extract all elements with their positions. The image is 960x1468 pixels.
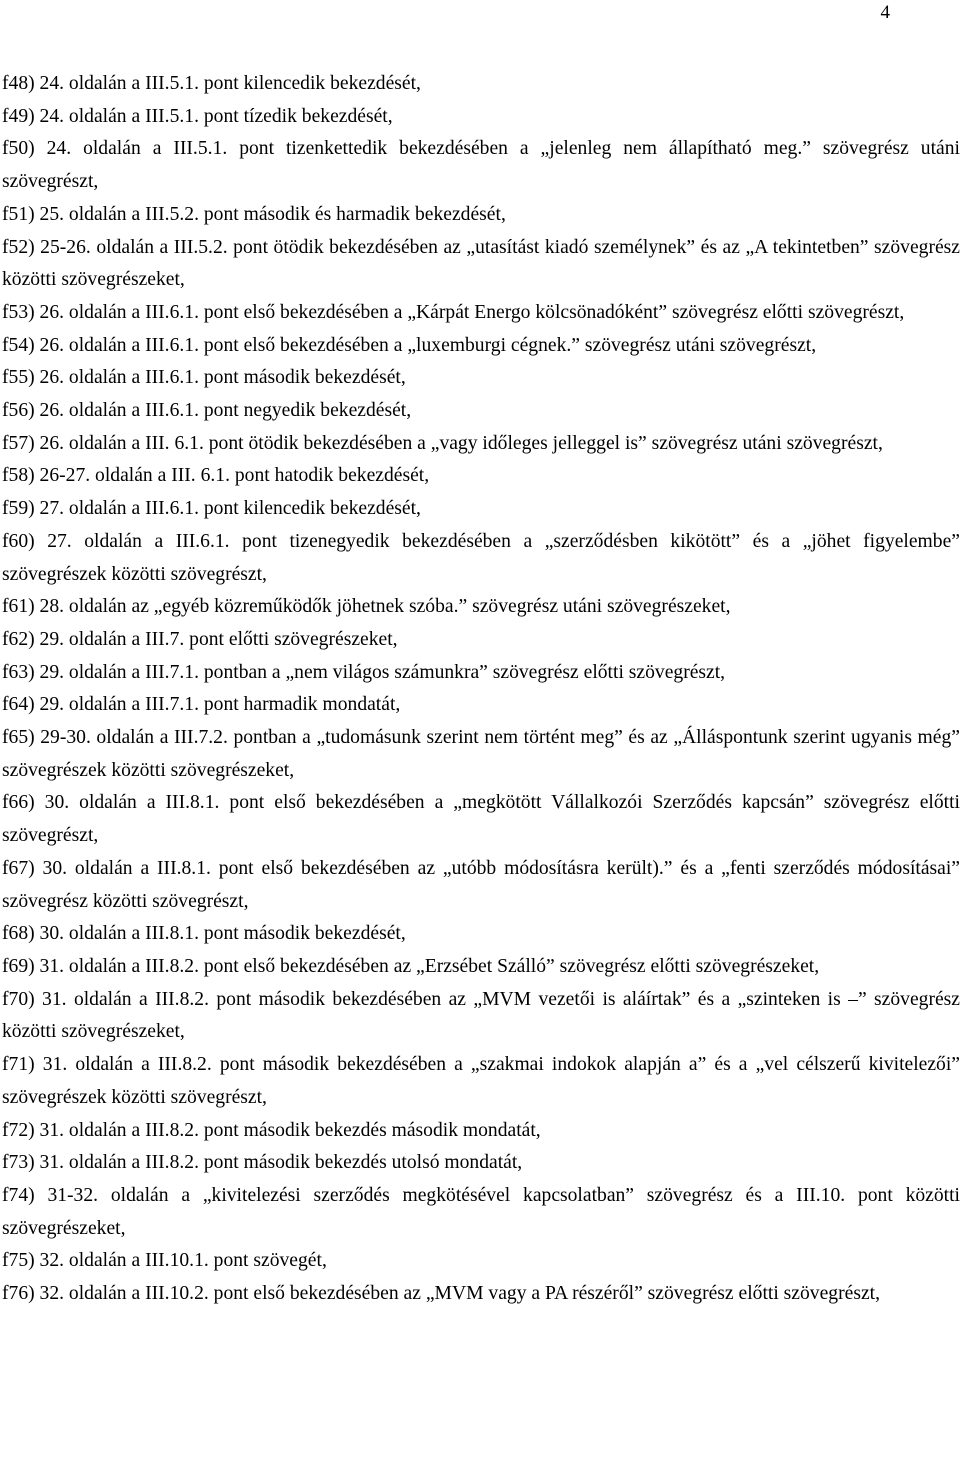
list-item-f69: f69) 31. oldalán a III.8.2. pont első bekezdésében az „Erzsébet Szálló” szövegrész előtti szövegrészeket,: [2, 955, 820, 977]
list-item-f48: f48) 24. oldalán a III.5.1. pont kilencedik bekezdését,: [2, 73, 421, 94]
list-item-f59: f59) 27. oldalán a III.6.1. pont kilencedik bekezdését,: [2, 498, 421, 520]
list-item-f61: f61) 28. oldalán az „egyéb közreműködők jöhetnek szóba.” szövegrész utáni szövegrészeket,: [2, 596, 731, 618]
list-item-f54: f54) 26. oldalán a III.6.1. pont első bekezdésében a „luxemburgi cégnek.” szövegrész utáni szövegrészt,: [2, 334, 817, 356]
list-item-f57: f57) 26. oldalán a III. 6.1. pont ötödik bekezdésében a „vagy időleges jelleggel is” szövegrész utáni szövegrészt,: [2, 432, 883, 454]
list-item-f64: f64) 29. oldalán a III.7.1. pont harmadik mondatát,: [2, 694, 401, 716]
list-item-f67: f67) 30. oldalán a III.8.1. pont első bekezdésében az „utóbb módosításra került).” és a „fenti szerződés módosításai” szövegrész közötti szövegrészt,: [2, 857, 960, 912]
list-item-f73: f73) 31. oldalán a III.8.2. pont második bekezdés utolsó mondatát,: [2, 1152, 523, 1174]
list-item-f58: f58) 26-27. oldalán a III. 6.1. pont hatodik bekezdését,: [2, 465, 430, 487]
list-item-f70: f70) 31. oldalán a III.8.2. pont második bekezdésében az „MVM vezetői is aláírtak” és a „szinteken is –” szövegrész közötti szövegrészeket,: [2, 988, 960, 1043]
list-item-f71: f71) 31. oldalán a III.8.2. pont második bekezdésében a „szakmai indokok alapján a” és a „vel célszerű kivitelezői” szövegrészek közötti szövegrészt,: [2, 1054, 960, 1108]
list-item-f74: f74) 31-32. oldalán a „kivitelezési szerződés megkötésével kapcsolatban” szövegrész és a III.10. pont közötti szövegrészeket,: [2, 1184, 960, 1239]
list-item-f56: f56) 26. oldalán a III.6.1. pont negyedik bekezdését,: [2, 400, 412, 422]
list-item-f53: f53) 26. oldalán a III.6.1. pont első bekezdésében a „Kárpát Energo kölcsönadóként” szövegrész előtti szövegrészt,: [2, 301, 905, 323]
list-item-f72: f72) 31. oldalán a III.8.2. pont második bekezdés második mondatát,: [2, 1119, 541, 1141]
list-item-f63: f63) 29. oldalán a III.7.1. pontban a „nem világos számunkra” szövegrész előtti szövegrészt,: [2, 661, 726, 683]
list-item-f68: f68) 30. oldalán a III.8.1. pont második bekezdését,: [2, 923, 406, 945]
page-number: 4: [880, 2, 890, 23]
list-item-f49: f49) 24. oldalán a III.5.1. pont tízedik bekezdését,: [2, 105, 393, 127]
list-item-f75: f75) 32. oldalán a III.10.1. pont szövegét,: [2, 1250, 327, 1272]
list-item-f60: f60) 27. oldalán a III.6.1. pont tizenegyedik bekezdésében a „szerződésben kikötött” és a „jöhet figyelembe” szövegrészek közötti szövegrészt,: [2, 530, 960, 585]
list-item-f50: f50) 24. oldalán a III.5.1. pont tizenkettedik bekezdésében a „jelenleg nem állapítható meg.” szövegrész utáni szövegrészt,: [2, 138, 960, 193]
list-item-f55: f55) 26. oldalán a III.6.1. pont második bekezdését,: [2, 367, 406, 389]
list-item-f76: f76) 32. oldalán a III.10.2. pont első bekezdésében az „MVM vagy a PA részéről” szövegrész előtti szövegrészt,: [2, 1283, 880, 1305]
list-item-f65: f65) 29-30. oldalán a III.7.2. pontban a „tudomásunk szerint nem történt meg” és az „Álláspontunk szerint ugyanis még” szövegrészek közötti szövegrészeket,: [2, 727, 960, 781]
list-item-f51: f51) 25. oldalán a III.5.2. pont második és harmadik bekezdését,: [2, 203, 506, 225]
list-item-f66: f66) 30. oldalán a III.8.1. pont első bekezdésében a „megkötött Vállalkozói Szerződés kapcsán” szövegrész előtti szövegrészt,: [2, 792, 960, 847]
list-item-f52: f52) 25-26. oldalán a III.5.2. pont ötödik bekezdésében az „utasítást kiadó személynek” és az „A tekintetben” szövegrész közötti szövegrészeket,: [2, 236, 960, 291]
list-item-f62: f62) 29. oldalán a III.7. pont előtti szövegrészeket,: [2, 628, 398, 650]
document-body: [2, 68, 960, 1311]
